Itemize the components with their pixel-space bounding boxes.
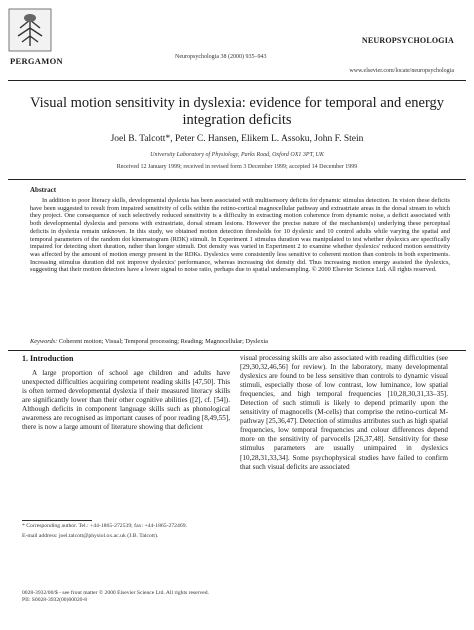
section-heading-introduction: 1. Introduction xyxy=(22,354,74,363)
intro-paragraph-left: A large proportion of school age children and adults have unexpected difficulties acquiring competent reading skills [47,50]. This is often termed developmental dyslexia if their measured literacy skills are significantly lower than their other cognitive abilities ([2], cf. [54]). Although deficits in component language skills such as phonological awareness are recognised as important causes of poor reading [8,49,55], there is now a large amount of literature showing that deficient xyxy=(22,369,230,432)
pii-line: PII: S0028-3932(00)00020-8 xyxy=(22,597,88,604)
keywords-line xyxy=(30,338,450,345)
publisher-name: PERGAMON xyxy=(10,56,63,66)
intro-paragraph-right: visual processing skills are also associated with reading difficulties (see [29,30,32,46,56] for review). In the laboratory, many developmental dyslexics are found to be less sensitive than controls to dynamic visual stimuli, especially those of low contrast, low luminance, low spatial frequencies, and high temporal frequencies [10,28,30,31,33–35]. Detection of such stimuli is likely to depend primarily upon the sensitivity of magnocells (M-cells) that comprise the retino-cortical M-pathway [25,36,47]. Detection of stimulus attributes such as high spatial frequencies, low temporal frequencies and colour differences depend more on the sensitivity of parvocells [26,37,48]. Sensitivity for these stimulus parameters are usually unimpaired in dyslexics [10,28,31,33,34]. Some psychophysical studies have failed to confirm that such visual deficits are associated xyxy=(240,354,448,471)
abstract-heading: Abstract xyxy=(30,186,57,194)
keywords-label: Keywords: xyxy=(30,338,58,345)
header-rule xyxy=(8,80,466,81)
article-authors: Joel B. Talcott*, Peter C. Hansen, Elikem L. Assoku, John F. Stein xyxy=(110,134,364,144)
publisher-logo-icon xyxy=(8,8,52,52)
journal-url[interactable]: www.elsevier.com/locate/neuropsychologia xyxy=(349,68,454,74)
abstract-text: In addition to poor literacy skills, developmental dyslexia has been associated with multisensory deficits for dynamic stimulus detection. In vision these deficits have been suggested to result from impaired sensitivity of cells within the retino-cortical magnocellular pathway and extrastriate areas in the dorsal stream to which they project. One consequence of such selectively reduced sensitivity is a difficulty in extracting motion coherence from dynamic noise, a deficit associated with both developmental dyslexia and persons with extrastriate, dorsal stream lesions. However the precise nature of the mechanism(s) underlying these perceptual deficits in dyslexia remain unknown. In this study, we obtained motion detection thresholds for 10 dyslexic and 10 control adults while varying the spatial and temporal parameters of the random dot kinematogram (RDK) stimuli. In Experiment 1 stimulus duration was manipulated to test whether dyslexics are specifically impaired for detecting short duration, rather than longer stimuli. Dot density was varied in Experiment 2 to examine whether dyslexics' reduced motion sensitivity was affected by the amount of motion energy present in the RDKs. Dyslexics were consistently less sensitive to coherent motion than controls in both experiments. Increasing stimulus duration did not improve dyslexics' performance, whereas increasing dot density did. Thus increasing motion energy assisted the dyslexics, suggesting that their motion detectors have a lower signal to noise ratio, perhaps due to spatial undersampling. © 2000 Elsevier Science Ltd. All rights reserved. xyxy=(30,197,450,274)
left-column xyxy=(22,354,230,432)
footnotes xyxy=(22,523,230,540)
issn-line: 0028-3932/00/$ - see front matter © 2000 Elsevier Science Ltd. All rights reserved. xyxy=(22,590,209,596)
article-affiliation: University Laboratory of Physiology, Parks Road, Oxford OX1 3PT, UK xyxy=(150,152,324,158)
corresponding-author-note: * Corresponding author. Tel.: +44-1865-272539; fax: +44-1865-272469. xyxy=(22,523,187,529)
keywords-list: Coherent motion; Visual; Temporal processing; Reading; Magnocellular; Dyslexia xyxy=(58,338,268,345)
article-title: Visual motion sensitivity in dyslexia: evidence for temporal and energy integration deficits xyxy=(29,95,445,128)
journal-header xyxy=(0,0,474,80)
abstract-bottom-rule xyxy=(8,350,466,351)
right-column xyxy=(240,354,448,472)
footnote-rule xyxy=(22,520,92,521)
abstract-top-rule xyxy=(8,179,466,180)
article-dates: Received 12 January 1999; received in revised form 3 December 1999; accepted 14 December 1999 xyxy=(116,164,358,170)
journal-name: NEUROPSYCHOLOGIA xyxy=(361,36,454,45)
email-note: E-mail address: joel.talcott@physiol.ox.ac.uk (J.B. Talcott). xyxy=(22,533,159,539)
journal-citation: Neuropsychologia 38 (2000) 935–943 xyxy=(175,54,267,60)
copyright-block xyxy=(22,590,402,604)
